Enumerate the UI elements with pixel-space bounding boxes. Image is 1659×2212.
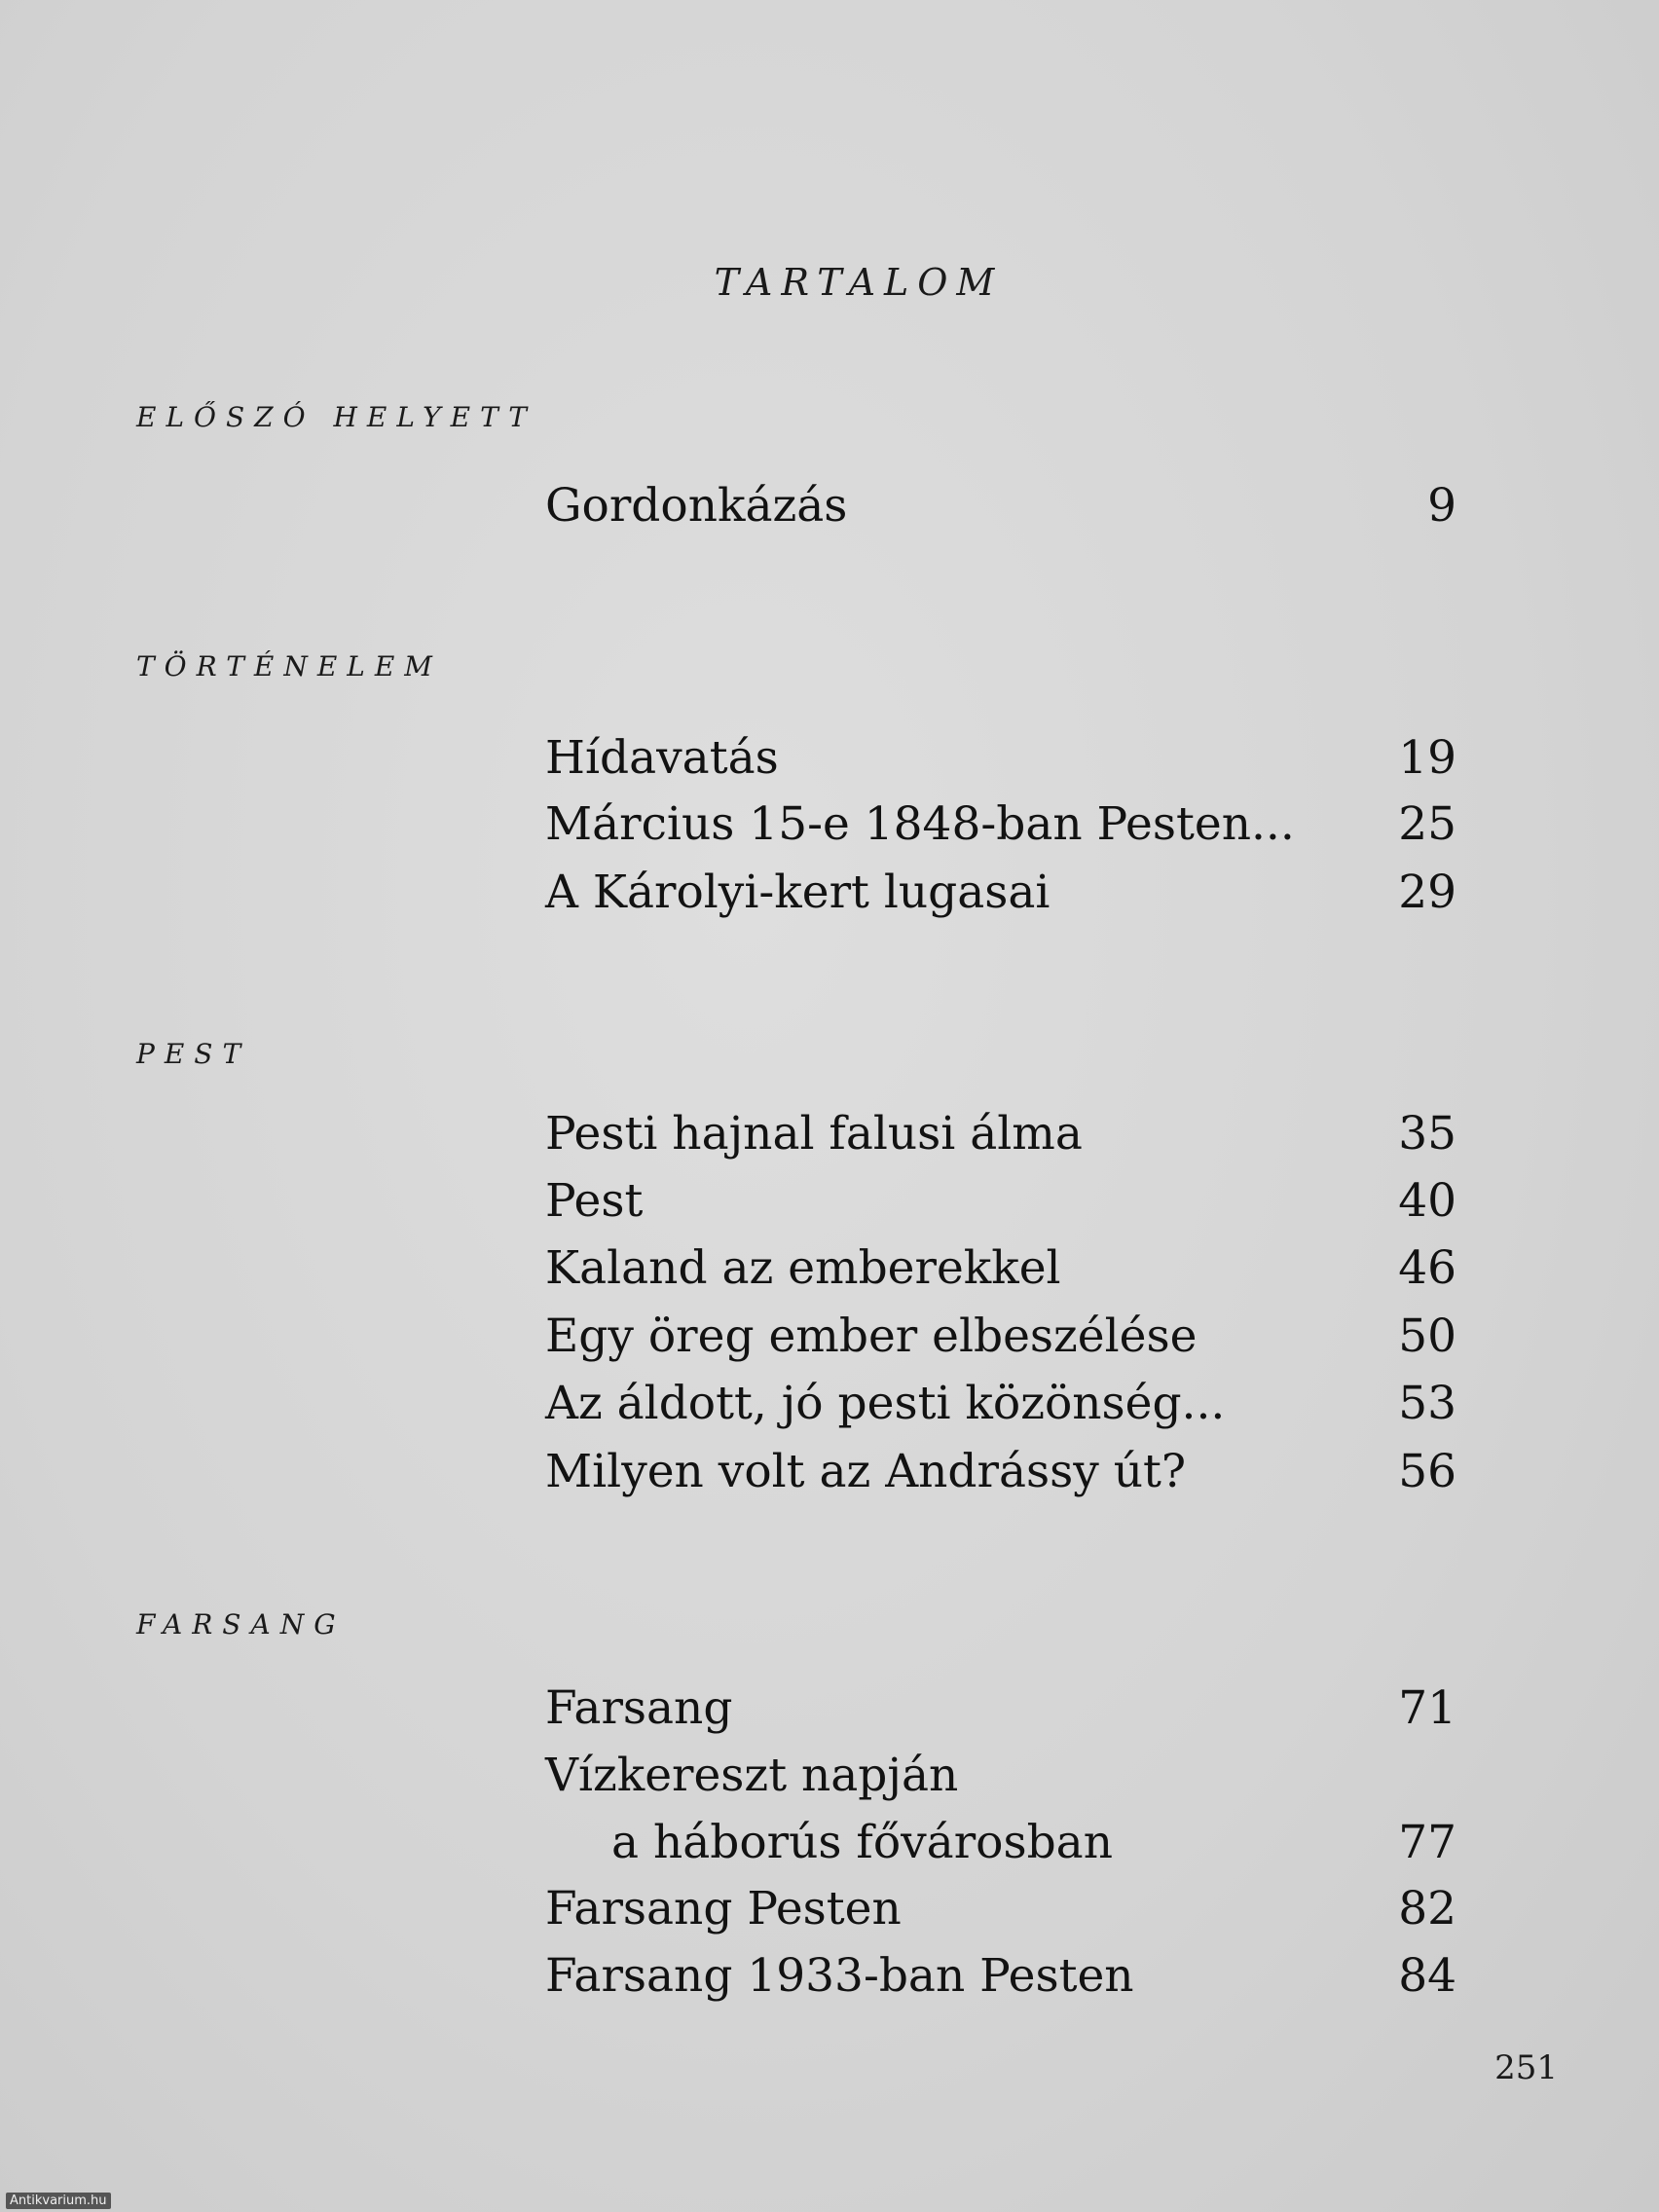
entry-page: 77 (1398, 1816, 1456, 1869)
entry-page: 46 (1398, 1241, 1456, 1295)
entry-title: Farsang (545, 1681, 733, 1735)
toc-entry (545, 1235, 1456, 1303)
toc-entry (545, 724, 1456, 793)
entry-title: Pest (545, 1174, 644, 1228)
entry-title: Farsang Pesten (545, 1882, 902, 1936)
entry-page: 50 (1398, 1309, 1456, 1363)
entry-page: 19 (1398, 731, 1456, 785)
toc-entry (545, 1675, 1456, 1743)
entry-page: 84 (1398, 1949, 1456, 2003)
entry-page: 35 (1398, 1107, 1456, 1161)
toc-entry (545, 472, 1456, 540)
toc-entry-continuation (545, 1809, 1456, 1877)
entry-page: 29 (1398, 866, 1456, 919)
toc-entry (545, 1875, 1456, 1943)
toc-entry (545, 1438, 1456, 1506)
entry-page: 56 (1398, 1445, 1456, 1498)
watermark: Antikvarium.hu (6, 2193, 111, 2209)
toc-entry (545, 791, 1456, 859)
entry-page: 82 (1398, 1882, 1456, 1936)
entry-title: Hídavatás (545, 731, 779, 785)
toc-entry (545, 1370, 1456, 1438)
entry-title: Kaland az emberekkel (545, 1241, 1061, 1295)
toc-entry (545, 1942, 1456, 2010)
entry-page: 9 (1427, 479, 1456, 533)
toc-entry (545, 1167, 1456, 1235)
entry-title: A Károlyi-kert lugasai (545, 866, 1051, 919)
section-heading-tortenelem: TÖRTÉNELEM (136, 650, 442, 682)
entry-title: Farsang 1933-ban Pesten (545, 1949, 1134, 2003)
entry-title: Az áldott, jó pesti közönség... (545, 1377, 1226, 1430)
entry-title: Március 15-e 1848-ban Pesten... (545, 797, 1295, 851)
section-heading-eloszo: ELŐSZÓ HELYETT (136, 401, 536, 433)
entry-title: Vízkereszt napján (545, 1749, 959, 1802)
entry-title: Pesti hajnal falusi álma (545, 1107, 1083, 1161)
entry-title: Gordonkázás (545, 479, 848, 533)
page-title: TARTALOM (714, 261, 1004, 304)
section-heading-farsang: FARSANG (136, 1608, 346, 1641)
entry-page: 71 (1398, 1681, 1456, 1735)
toc-entry (545, 1100, 1456, 1168)
entry-title: Egy öreg ember elbeszélése (545, 1309, 1198, 1363)
toc-entry (545, 1742, 1456, 1810)
entry-title: Milyen volt az Andrássy út? (545, 1445, 1187, 1498)
page-number: 251 (1494, 2048, 1558, 2087)
toc-entry (545, 859, 1456, 927)
entry-page: 53 (1398, 1377, 1456, 1430)
entry-title: a háborús fővárosban (611, 1816, 1113, 1869)
section-heading-pest: PEST (136, 1038, 251, 1070)
entry-page: 25 (1398, 797, 1456, 851)
entry-page: 40 (1398, 1174, 1456, 1228)
toc-entry (545, 1303, 1456, 1371)
